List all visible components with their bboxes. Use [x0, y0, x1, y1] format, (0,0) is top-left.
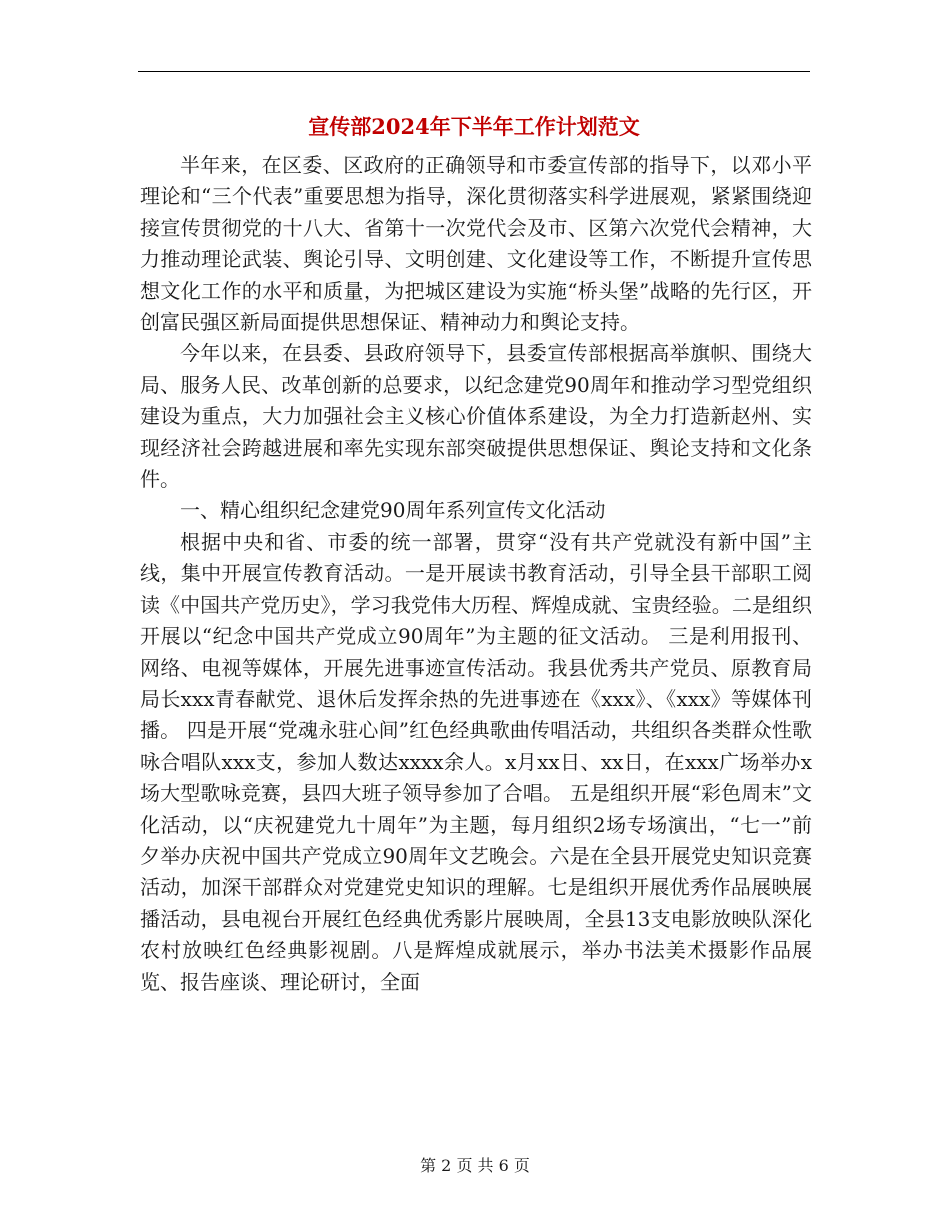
paragraph-summary: 今年以来，在县委、县政府领导下，县委宣传部根据高举旗帜、围绕大局、服务人民、改革创新的总要求，以纪念建党90周年和推动学习型党组织建设为重点，大力加强社会主义核心价值体系建设，为全力打造新赵州、实现经济社会跨越进展和率先实现东部突破提供思想保证、舆论支持和文化条件。 — [140, 341, 812, 492]
section-heading-1: 一、精心组织纪念建党90周年系列宣传文化活动 — [180, 498, 606, 523]
document-title: 宣传部2024年下半年工作计划范文 — [308, 114, 640, 139]
document-body — [140, 150, 812, 998]
paragraph-activities: 根据中央和省、市委的统一部署，贯穿“没有共产党就没有新中国”主线，集中开展宣传教育活动。一是开展读书教育活动，引导全县干部职工阅读《中国共产党历史》，学习我党伟大历程、辉煌成就、宝贵经验。二是组织开展以“纪念中国共产党成立90周年”为主题的征文活动。 三是利用报刊、网络、电视等媒体，开展先进事迹宣传活动。我县优秀共产党员、原教育局局长xxx青春献党、退休后发挥余热的先进事迹在《xxx》、《xxx》等媒体刊播。 四是开展“党魂永驻心间”红色经典歌曲传唱活动，共组织各类群众性歌咏合唱队xxx支，参加人数达xxxx余人。x月xx日、xx日，在xxx广场举办x 场大型歌咏竞赛，县四大班子领导参加了合唱。 五是组织开展“彩色周末”文化活动，以“庆祝建党九十周年”为主题，每月组织2场专场演出，“七一”前夕举办庆祝中国共产党成立90周年文艺晚会。六是在全县开展党史知识竞赛活动，加深干部群众对党建党史知识的理解。七是组织开展优秀作品展映展播活动，县电视台开展红色经典优秀影片展映周，全县13支电影放映队深化农村放映红色经典影视剧。八是辉煌成就展示，举办书法美术摄影作品展览、报告座谈、理论研讨，全面 — [140, 529, 812, 994]
page-number-footer: 第 2 页 共 6 页 — [420, 1156, 530, 1175]
header-rule — [138, 71, 810, 72]
paragraph-intro: 半年来，在区委、区政府的正确领导和市委宣传部的指导下，以邓小平理论和“三个代表”重要思想为指导，深化贯彻落实科学进展观，紧紧围绕迎接宣传贯彻党的十八大、省第十一次党代会及市、区第六次党代会精神，大力推动理论武装、舆论引导、文明创建、文化建设等工作，不断提升宣传思想文化工作的水平和质量，为把城区建设为实施“桥头堡”战略的先行区，开创富民强区新局面提供思想保证、精神动力和舆论支持。 — [140, 153, 812, 335]
